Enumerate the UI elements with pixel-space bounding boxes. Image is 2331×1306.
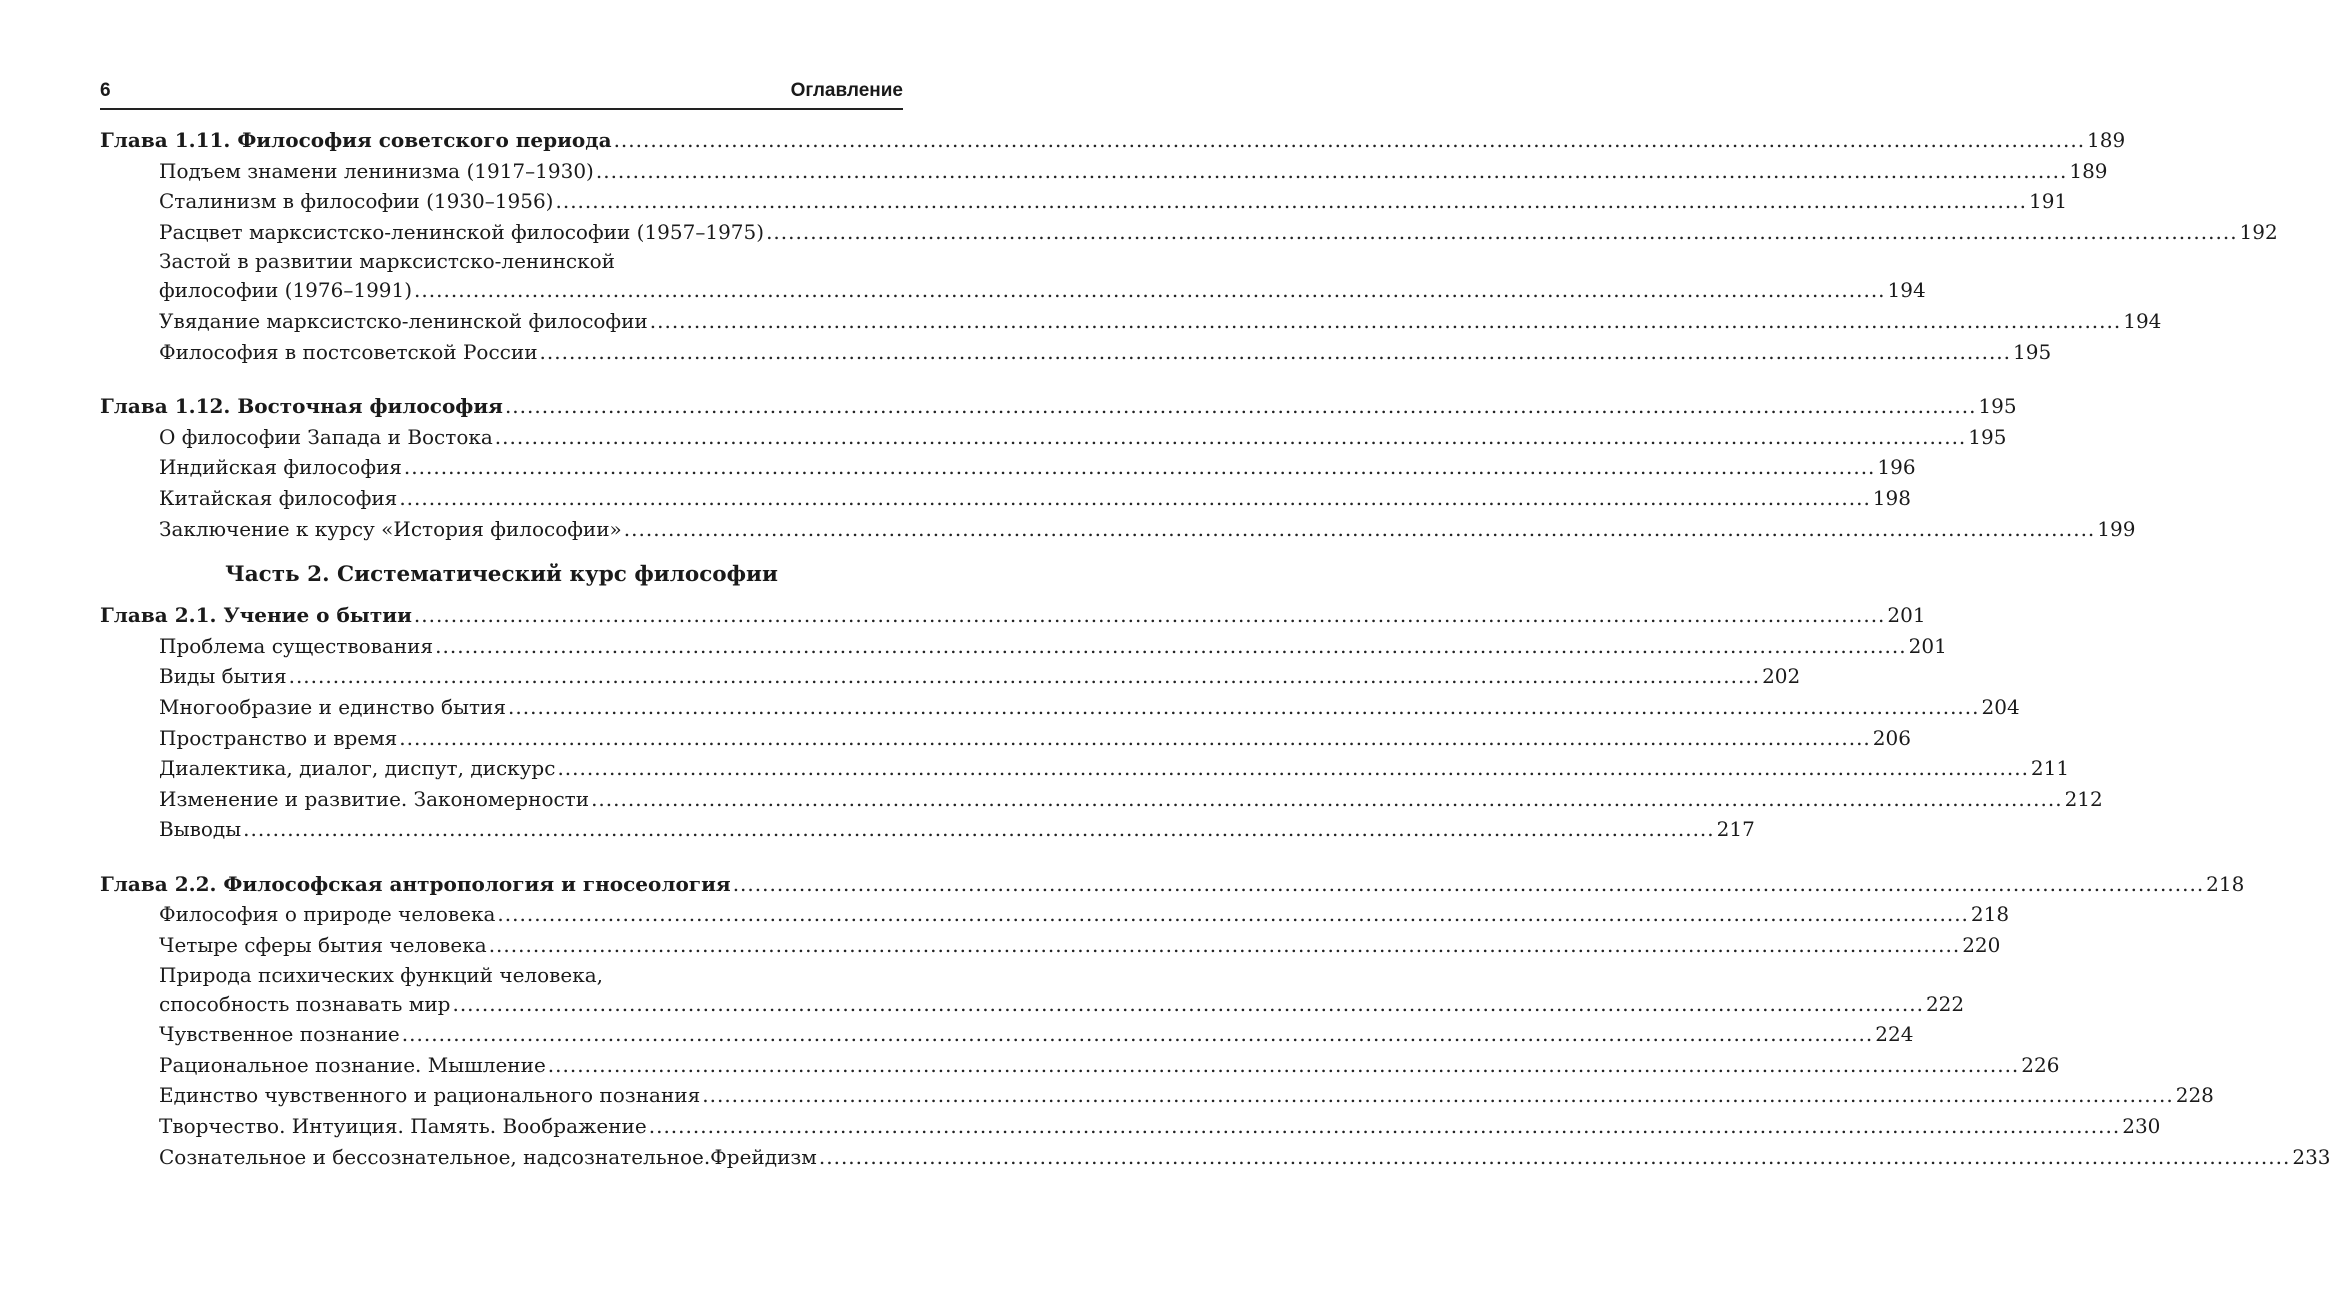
dot-leader: ........................................................................................................................................................................................................ — [547, 1052, 2020, 1077]
dot-leader: ........................................................................................................................................................................................................ — [488, 933, 1961, 958]
toc-page-number: 206 — [1872, 725, 1911, 750]
toc-entry[interactable] — [100, 723, 1911, 754]
toc-chapter-2-1[interactable] — [100, 600, 1926, 631]
toc-page-number: 230 — [2122, 1114, 2161, 1139]
toc-chapter-title: Глава 2.1. Учение о бытии — [100, 603, 412, 628]
toc-entry[interactable] — [100, 989, 1965, 1020]
dot-leader: ........................................................................................................................................................................................................ — [648, 1114, 2121, 1139]
toc-entry-title: Виды бытия — [159, 664, 287, 689]
toc-page-number: 212 — [2064, 786, 2103, 811]
dot-leader: ........................................................................................................................................................................................................ — [623, 516, 2096, 541]
page-number: 6 — [100, 80, 111, 101]
dot-leader: ........................................................................................................................................................................................................ — [403, 455, 1876, 480]
toc-entry-title: Подъем знамени ленинизма (1917–1930) — [159, 158, 594, 183]
toc-page-number: 191 — [2028, 189, 2068, 214]
toc-page-number: 195 — [1968, 424, 2007, 449]
toc-entry[interactable] — [100, 899, 2010, 930]
toc-entry-title: Творчество. Интуиция. Память. Воображение — [159, 1114, 647, 1139]
dot-leader: ........................................................................................................................................................................................................ — [613, 128, 2086, 152]
dot-leader: ........................................................................................................................................................................................................ — [413, 603, 1886, 628]
toc-chapter-title: Глава 2.2. Философская антропология и гносеология — [100, 871, 731, 896]
toc-entry-title: философии (1976–1991) — [159, 278, 413, 303]
dot-leader: ........................................................................................................................................................................................................ — [399, 485, 1871, 510]
toc-page-number: 224 — [1875, 1022, 1914, 1047]
toc-entry-title: Пространство и время — [159, 725, 398, 750]
toc-page-number: 192 — [2239, 219, 2278, 244]
toc-page-number: 222 — [1925, 991, 1965, 1016]
toc-entry[interactable] — [100, 337, 2052, 368]
toc-entry-title: Проблема существования — [159, 633, 434, 658]
toc-entry-title: Сознательное и бессознательное, надсознательное.Фрейдизм — [159, 1144, 817, 1169]
toc-entry[interactable] — [100, 753, 2070, 784]
dot-leader: ........................................................................................................................................................................................................ — [555, 189, 2027, 214]
toc-entry[interactable] — [100, 1080, 2214, 1111]
dot-leader: ........................................................................................................................................................................................................ — [732, 871, 2205, 896]
toc-entry[interactable] — [100, 631, 1947, 662]
toc-entry-title: Четыре сферы бытия человека — [159, 933, 487, 958]
part-title[interactable]: Часть 2. Систематический курс философии — [225, 562, 778, 588]
table-of-contents — [100, 125, 2331, 1172]
toc-page-number: 196 — [1877, 455, 1916, 480]
dot-leader: ........................................................................................................................................................................................................ — [595, 158, 2068, 183]
toc-page-number: 228 — [2175, 1083, 2214, 1108]
toc-page-number: 195 — [1978, 394, 2017, 419]
toc-entry[interactable] — [100, 514, 2136, 545]
toc-page-number: 195 — [2013, 339, 2052, 364]
toc-page-number: 220 — [1962, 933, 2001, 958]
toc-page-number: 233 — [2292, 1144, 2331, 1169]
toc-entry-title: Увядание марксистско-ленинской философии — [159, 308, 648, 333]
toc-page-number: 189 — [2087, 128, 2126, 152]
dot-leader: ........................................................................................................................................................................................................ — [557, 756, 2029, 781]
toc-page-number: 194 — [2123, 308, 2162, 333]
dot-leader: ........................................................................................................................................................................................................ — [508, 694, 1980, 719]
dot-leader: ........................................................................................................................................................................................................ — [504, 394, 1977, 419]
toc-entry[interactable] — [100, 1050, 2060, 1081]
toc-page-number: 226 — [2021, 1052, 2060, 1077]
toc-entry[interactable] — [100, 814, 1755, 845]
toc-entry[interactable] — [100, 1142, 2331, 1173]
toc-chapter-1-11[interactable] — [100, 125, 2126, 156]
toc-page-number: 201 — [1908, 633, 1947, 658]
toc-entry-title: Диалектика, диалог, диспут, дискурс — [159, 756, 556, 781]
dot-leader: ........................................................................................................................................................................................................ — [818, 1144, 2291, 1169]
dot-leader: ........................................................................................................................................................................................................ — [288, 664, 1761, 689]
toc-page-number: 199 — [2097, 516, 2136, 541]
toc-entry[interactable] — [100, 692, 2020, 723]
toc-entry[interactable] — [100, 217, 2278, 248]
toc-entry[interactable] — [100, 186, 2068, 217]
toc-entry-title: Изменение и развитие. Закономерности — [159, 786, 590, 811]
toc-entry-title: Многообразие и единство бытия — [159, 694, 507, 719]
toc-chapter-title: Глава 1.12. Восточная философия — [100, 394, 503, 419]
toc-page-number: 218 — [2206, 871, 2245, 896]
dot-leader: ........................................................................................................................................................................................................ — [494, 424, 1967, 449]
toc-entry[interactable] — [100, 452, 1916, 483]
toc-page-number: 211 — [2030, 756, 2070, 781]
toc-page-number: 204 — [1981, 694, 2020, 719]
dot-leader: ........................................................................................................................................................................................................ — [399, 725, 1871, 750]
dot-leader: ........................................................................................................................................................................................................ — [243, 817, 1715, 842]
dot-leader: ........................................................................................................................................................................................................ — [649, 308, 2122, 333]
toc-entry-title: Сталинизм в философии (1930–1956) — [159, 189, 554, 214]
dot-leader: ........................................................................................................................................................................................................ — [414, 278, 1886, 303]
toc-entry-title: Выводы — [159, 817, 242, 842]
dot-leader: ........................................................................................................................................................................................................ — [452, 991, 1924, 1016]
running-title: Оглавление — [790, 80, 903, 101]
dot-leader: ........................................................................................................................................................................................................ — [497, 902, 1969, 927]
toc-entry[interactable] — [100, 930, 2001, 961]
toc-entry-title: Расцвет марксистско-ленинской философии (1957–1975) — [159, 219, 765, 244]
toc-entry-title: Индийская философия — [159, 455, 402, 480]
toc-entry[interactable] — [100, 306, 2162, 337]
toc-page-number: 201 — [1887, 603, 1926, 628]
toc-entry-first-line[interactable]: Застой в развитии марксистско-ленинской — [159, 249, 615, 274]
toc-entry[interactable] — [100, 1111, 2161, 1142]
toc-page-number: 198 — [1872, 485, 1911, 510]
toc-entry[interactable] — [100, 661, 1801, 692]
toc-page-number: 217 — [1716, 817, 1755, 842]
dot-leader: ........................................................................................................................................................................................................ — [591, 786, 2063, 811]
toc-entry[interactable] — [100, 422, 2007, 453]
toc-chapter-2-2[interactable] — [100, 869, 2245, 900]
toc-page-number: 202 — [1762, 664, 1801, 689]
toc-entry-first-line[interactable]: Природа психических функций человека, — [159, 962, 604, 987]
toc-entry-title: Единство чувственного и рационального познания — [159, 1083, 701, 1108]
toc-entry[interactable] — [100, 483, 1911, 514]
toc-entry-title: О философии Запада и Востока — [159, 424, 493, 449]
toc-page-number: 194 — [1887, 278, 1926, 303]
toc-entry-title: Философия в постсоветской России — [159, 339, 538, 364]
dot-leader: ........................................................................................................................................................................................................ — [539, 339, 2012, 364]
toc-entry-title: Философия о природе человека — [159, 902, 496, 927]
toc-entry[interactable] — [100, 275, 1926, 306]
page-header — [100, 78, 903, 110]
toc-entry-title: способность познавать мир — [159, 991, 451, 1016]
toc-chapter-1-12[interactable] — [100, 391, 2017, 422]
toc-entry[interactable] — [100, 156, 2108, 187]
dot-leader: ........................................................................................................................................................................................................ — [401, 1022, 1874, 1047]
section-gap — [100, 367, 903, 391]
dot-leader: ........................................................................................................................................................................................................ — [766, 219, 2238, 244]
toc-entry[interactable] — [100, 784, 2103, 815]
toc-entry-title: Заключение к курсу «История философии» — [159, 516, 622, 541]
dot-leader: ........................................................................................................................................................................................................ — [702, 1083, 2174, 1108]
toc-entry-title: Чувственное познание — [159, 1022, 400, 1047]
toc-page-number: 218 — [1970, 902, 2010, 927]
toc-entry[interactable] — [100, 1019, 1914, 1050]
dot-leader: ........................................................................................................................................................................................................ — [435, 633, 1907, 658]
section-gap — [100, 845, 903, 869]
toc-entry-title: Рациональное познание. Мышление — [159, 1052, 546, 1077]
toc-entry-title: Китайская философия — [159, 485, 398, 510]
toc-chapter-title: Глава 1.11. Философия советского периода — [100, 128, 612, 152]
toc-page-number: 189 — [2069, 158, 2108, 183]
